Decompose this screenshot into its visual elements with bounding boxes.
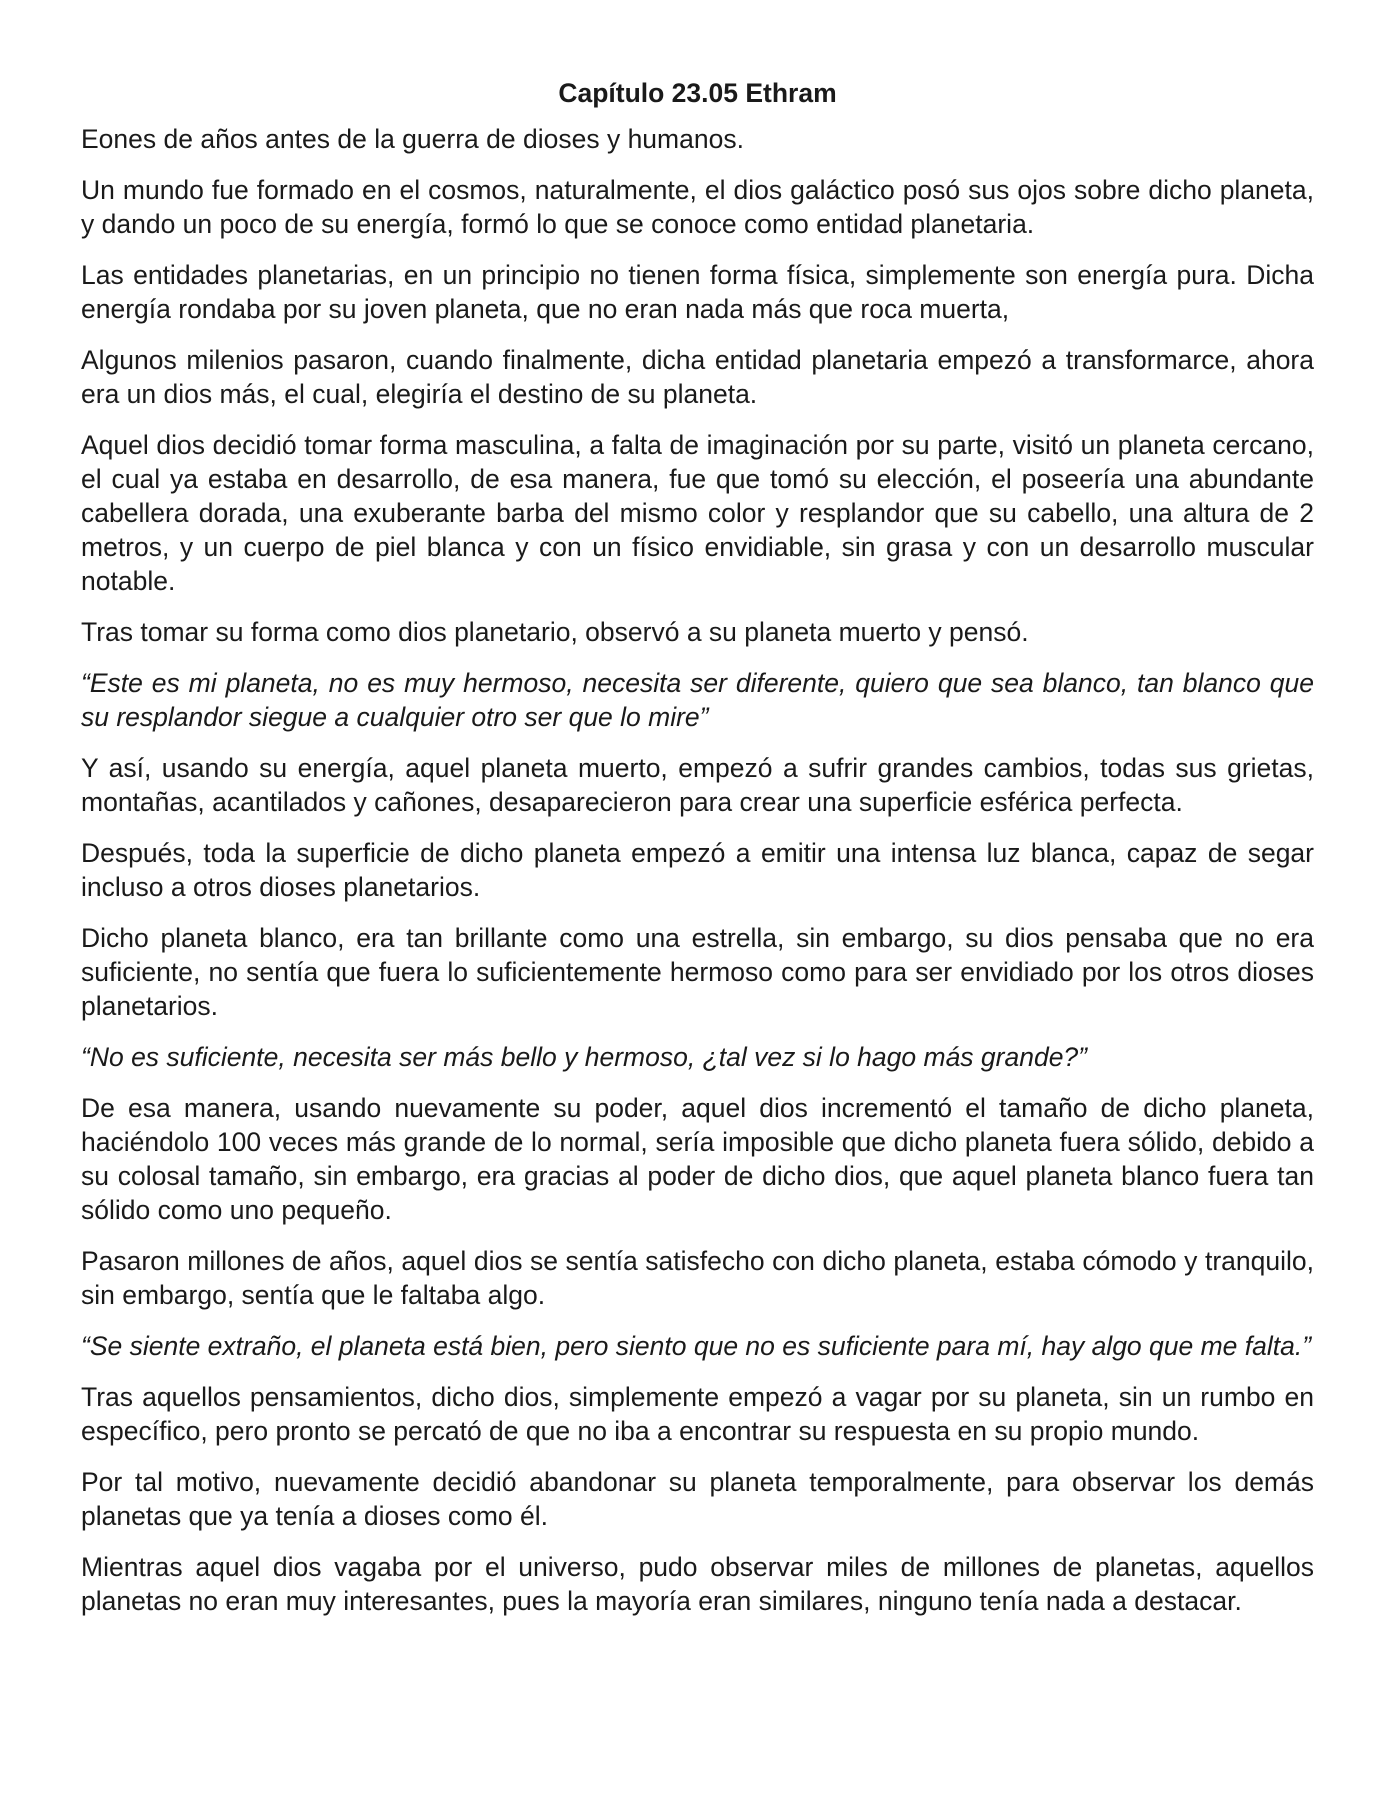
body-paragraph: Pasaron millones de años, aquel dios se sentía satisfecho con dicho planeta, estaba cómodo y tranquilo, sin embargo, sentía que le faltaba algo. [81, 1246, 1314, 1310]
body-paragraph: Algunos milenios pasaron, cuando finalmente, dicha entidad planetaria empezó a transformarce, ahora era un dios más, el cual, elegiría el destino de su planeta. [81, 345, 1314, 409]
quote-paragraph: “No es suficiente, necesita ser más bello y hermoso, ¿tal vez si lo hago más grande?” [81, 1042, 1087, 1072]
body-paragraph: Mientras aquel dios vagaba por el universo, pudo observar miles de millones de planetas, aquellos planetas no eran muy interesantes, pues la mayoría eran similares, ninguno tenía nada a destacar. [81, 1552, 1314, 1616]
body-paragraph: De esa manera, usando nuevamente su poder, aquel dios incrementó el tamaño de dicho planeta, haciéndolo 100 veces más grande de lo normal, sería imposible que dicho planeta fuera sólido, debido a su colosal tamaño, sin embargo, era gracias al poder de dicho dios, que aquel planeta blanco fuera tan sólido como uno pequeño. [81, 1093, 1314, 1225]
body-paragraph: Después, toda la superficie de dicho planeta empezó a emitir una intensa luz blanca, capaz de segar incluso a otros dioses planetarios. [81, 838, 1314, 902]
body-paragraph: Por tal motivo, nuevamente decidió abandonar su planeta temporalmente, para observar los demás planetas que ya tenía a dioses como él. [81, 1467, 1314, 1531]
body-paragraph: Y así, usando su energía, aquel planeta muerto, empezó a sufrir grandes cambios, todas sus grietas, montañas, acantilados y cañones, desaparecieron para crear una superficie esférica perfecta. [81, 753, 1314, 817]
body-paragraph: Aquel dios decidió tomar forma masculina, a falta de imaginación por su parte, visitó un planeta cercano, el cual ya estaba en desarrollo, de esa manera, fue que tomó su elección, el poseería una abundante cabellera dorada, una exuberante barba del mismo color y resplandor que su cabello, una altura de 2 metros, y un cuerpo de piel blanca y con un físico envidiable, sin grasa y con un desarrollo muscular notable. [81, 430, 1314, 596]
body-paragraph: Las entidades planetarias, en un principio no tienen forma física, simplemente son energía pura. Dicha energía rondaba por su joven planeta, que no eran nada más que roca muerta, [81, 260, 1314, 324]
body-paragraph: Tras tomar su forma como dios planetario, observó a su planeta muerto y pensó. [81, 617, 1029, 647]
body-paragraph: Tras aquellos pensamientos, dicho dios, simplemente empezó a vagar por su planeta, sin un rumbo en específico, pero pronto se percató de que no iba a encontrar su respuesta en su propio mundo. [81, 1382, 1314, 1446]
body-paragraph: Eones de años antes de la guerra de dioses y humanos. [81, 124, 744, 154]
quote-paragraph: “Se siente extraño, el planeta está bien, pero siento que no es suficiente para mí, hay algo que me falta.” [81, 1331, 1312, 1361]
body-paragraph: Un mundo fue formado en el cosmos, naturalmente, el dios galáctico posó sus ojos sobre dicho planeta, y dando un poco de su energía, formó lo que se conoce como entidad planetaria. [81, 175, 1314, 239]
chapter-title: Capítulo 23.05 Ethram [558, 78, 837, 108]
body-paragraph: Dicho planeta blanco, era tan brillante como una estrella, sin embargo, su dios pensaba que no era suficiente, no sentía que fuera lo suficientemente hermoso como para ser envidiado por los otros dioses planetarios. [81, 923, 1314, 1021]
chapter-body [81, 122, 1314, 1618]
quote-paragraph: “Este es mi planeta, no es muy hermoso, necesita ser diferente, quiero que sea blanco, tan blanco que su resplandor siegue a cualquier otro ser que lo mire” [81, 668, 1314, 732]
document-page [81, 76, 1314, 1635]
